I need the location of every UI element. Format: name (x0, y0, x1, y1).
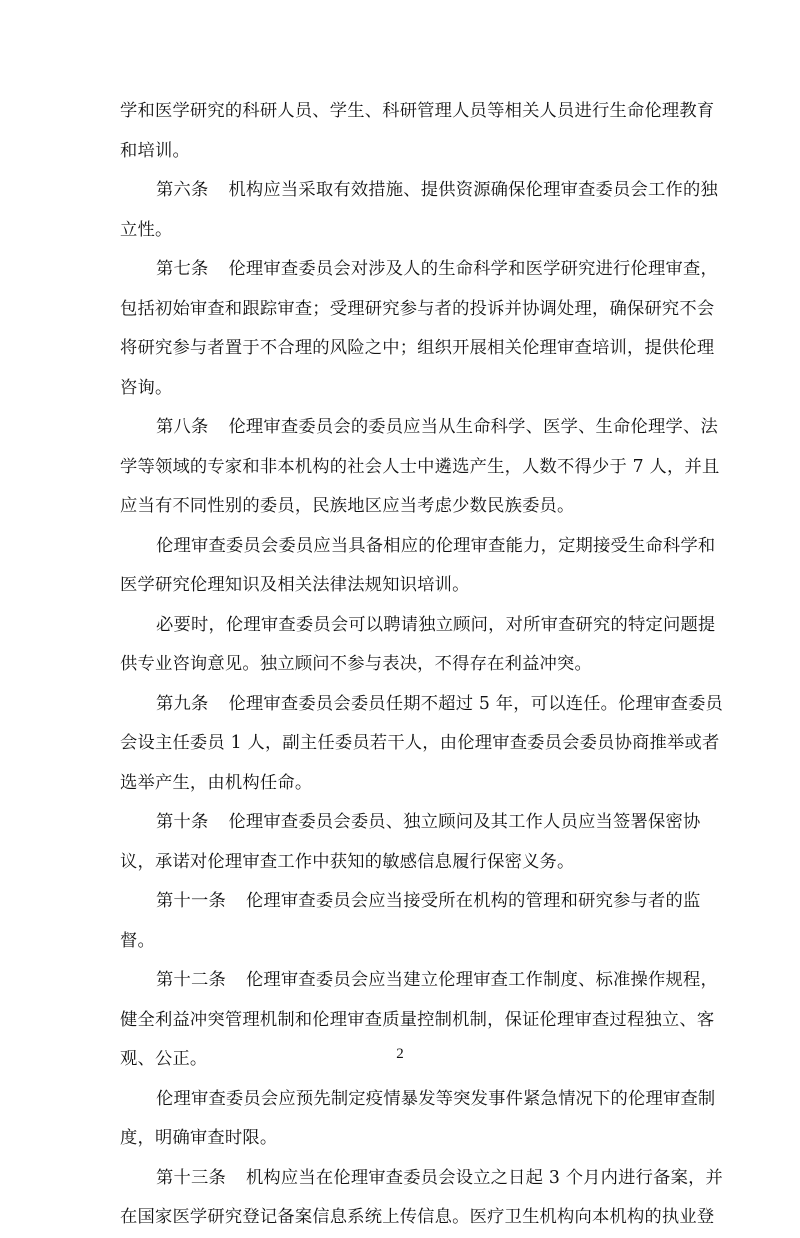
text-line: 立性。 (120, 219, 173, 240)
article-number: 第六条 (156, 180, 209, 200)
text-line: 度，明确审查时限。 (120, 1128, 278, 1148)
text-line: 伦理审查委员会应预先制定疫情暴发等突发事件紧急情况下的伦理审查制 (156, 1088, 716, 1109)
text-line: 咨询。 (120, 377, 173, 398)
text-line: 医学研究伦理知识及相关法律法规知识培训。 (120, 575, 470, 595)
article-8-first-line (120, 408, 718, 448)
article-9-first-line (120, 685, 724, 725)
text-line: 学等领域的专家和非本机构的社会人士中遴选产生，人数不得少于 7 人，并且 (120, 456, 720, 477)
document-body (120, 92, 724, 1238)
text-segment: 伦理审查委员会的委员应当从生命科学、医学、生命伦理学、法 (228, 417, 718, 437)
page-number: 2 (396, 1046, 404, 1062)
text-line: 会设主任委员 1 人，副主任委员若干人，由伦理审查委员会委员协商推举或者 (120, 733, 720, 753)
text-line: 健全利益冲突管理机制和伦理审查质量控制机制，保证伦理审查过程独立、客 (120, 1009, 715, 1030)
article-12-first-line (120, 961, 718, 1001)
article-number: 第七条 (156, 259, 209, 279)
text-segment: 机构应当在伦理审查委员会设立之日起 3 个月内进行备案，并 (245, 1167, 724, 1188)
text-line: 包括初始审查和跟踪审查；受理研究参与者的投诉并协调处理，确保研究不会 (120, 298, 715, 319)
text-line: 伦理审查委员会委员应当具备相应的伦理审查能力，定期接受生命科学和 (156, 535, 716, 556)
article-number: 第八条 (156, 417, 209, 437)
text-line: 在国家医学研究登记备案信息系统上传信息。医疗卫生机构向本机构的执业登 (120, 1207, 715, 1227)
text-line: 和培训。 (120, 140, 190, 161)
article-number: 第九条 (156, 693, 209, 714)
text-segment: 伦理审查委员会委员、独立顾问及其工作人员应当签署保密协 (228, 812, 701, 832)
text-line: 必要时，伦理审查委员会可以聘请独立顾问，对所审查研究的特定问题提 (156, 614, 716, 635)
article-number: 第十二条 (156, 970, 226, 990)
text-segment: 伦理审查委员会对涉及人的生命科学和医学研究进行伦理审查， (228, 259, 718, 279)
article-6-first-line (120, 171, 718, 211)
text-line: 议，承诺对伦理审查工作中获知的敏感信息履行保密义务。 (120, 851, 575, 872)
text-line: 督。 (120, 930, 155, 951)
text-line: 选举产生，由机构任命。 (120, 772, 313, 793)
text-segment: 伦理审查委员会应当建立伦理审查工作制度、标准操作规程， (245, 970, 718, 990)
text-segment: 伦理审查委员会委员任期不超过 5 年，可以连任。伦理审查委员 (228, 693, 724, 714)
text-line: 应当有不同性别的委员，民族地区应当考虑少数民族委员。 (120, 496, 575, 516)
text-segment: 伦理审查委员会应当接受所在机构的管理和研究参与者的监 (245, 891, 701, 911)
text-line: 供专业咨询意见。独立顾问不参与表决，不得存在利益冲突。 (120, 654, 592, 674)
article-10-first-line (120, 803, 701, 843)
article-13-first-line (120, 1159, 724, 1199)
text-segment: 机构应当采取有效措施、提供资源确保伦理审查委员会工作的独 (228, 180, 718, 200)
text-line: 将研究参与者置于不合理的风险之中；组织开展相关伦理审查培训，提供伦理 (120, 338, 715, 358)
article-11-first-line (120, 882, 701, 922)
article-number: 第十一条 (156, 891, 226, 911)
text-line: 学和医学研究的科研人员、学生、科研管理人员等相关人员进行生命伦理教育 (120, 101, 715, 121)
article-7-first-line (120, 250, 718, 290)
text-line: 观、公正。 (120, 1049, 208, 1069)
article-number: 第十条 (156, 812, 209, 832)
article-number: 第十三条 (156, 1167, 226, 1188)
